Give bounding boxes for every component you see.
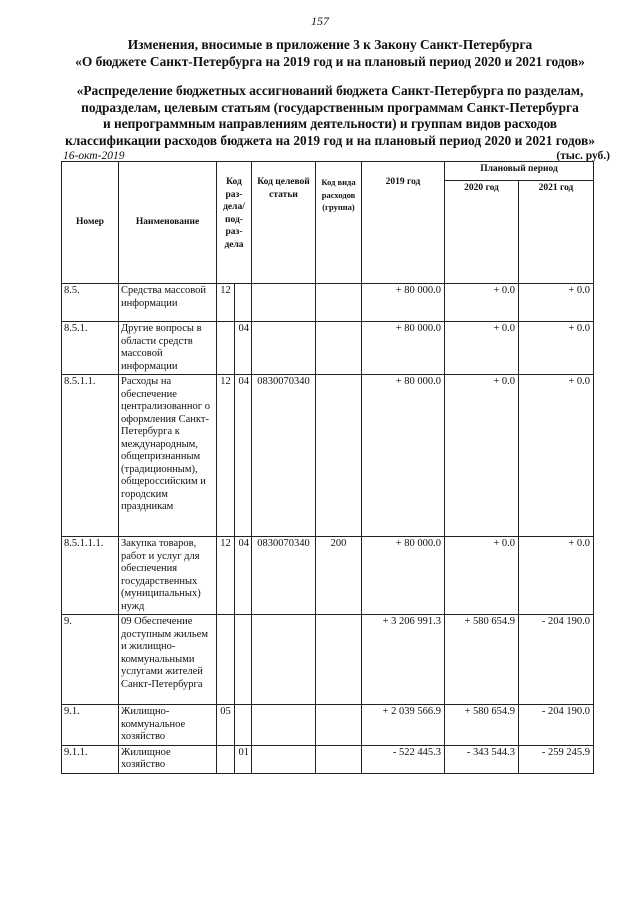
- row-expense-type: [316, 615, 362, 705]
- table-row: [62, 745, 594, 773]
- table-row: [62, 375, 594, 537]
- header-2019: 2019 год: [362, 162, 445, 284]
- row-razdel: [217, 615, 235, 705]
- row-podrazdel: [235, 284, 252, 322]
- row-podrazdel: 04: [235, 537, 252, 615]
- row-2020: + 580 654.9: [445, 615, 519, 705]
- table-row: [62, 615, 594, 705]
- row-target: [252, 284, 316, 322]
- header-section-code: Код раз-дела/ под-раз-дела: [217, 162, 252, 284]
- document-subtitle: [60, 83, 600, 149]
- title-line-2: «О бюджете Санкт-Петербурга на 2019 год и на плановый период 2020 и 2021 годов»: [75, 54, 585, 69]
- row-number: 8.5.: [62, 284, 119, 322]
- row-expense-type: [316, 322, 362, 375]
- page-number: 157: [311, 14, 329, 28]
- row-target: 0830070340: [252, 537, 316, 615]
- row-name: Средства массовой информации: [119, 284, 217, 322]
- row-number: 9.1.: [62, 705, 119, 746]
- title-line-1: Изменения, вносимые в приложение 3 к Закону Санкт-Петербурга: [127, 37, 533, 52]
- row-number: 9.: [62, 615, 119, 705]
- subtitle-line-4: классификации расходов бюджета на 2019 год и на плановый период 2020 и 2021 годов»: [65, 132, 595, 148]
- budget-table: [61, 161, 594, 774]
- document-date: 16-окт-2019: [63, 150, 125, 162]
- row-name: 09 Обеспечение доступным жильем и жилищно-коммунальными услугами жителей Санкт-Петербурга: [119, 615, 217, 705]
- row-2020: + 0.0: [445, 322, 519, 375]
- row-2021: - 259 245.9: [519, 745, 594, 773]
- row-2021: - 204 190.0: [519, 705, 594, 746]
- row-target: 0830070340: [252, 375, 316, 537]
- row-razdel: 05: [217, 705, 235, 746]
- header-name: Наименование: [119, 162, 217, 284]
- row-name: Закупка товаров, работ и услуг для обеспечения государственных (муниципальных) нужд: [119, 537, 217, 615]
- row-2021: + 0.0: [519, 284, 594, 322]
- subtitle-line-3: и непрограммным направлениям деятельности) и группам видов расходов: [102, 116, 558, 131]
- row-name: Расходы на обеспечение централизованног о оформления Санкт-Петербурга к международным, общепризнанным (традиционным), общероссийским и городским праздникам: [119, 375, 217, 537]
- row-razdel: [217, 322, 235, 375]
- row-razdel: 12: [217, 284, 235, 322]
- subtitle-line-2: подразделам, целевым статьям (государственным программам Санкт-Петербурга: [81, 99, 579, 115]
- document-title: [60, 36, 600, 70]
- row-name: Жилищно-коммунальное хозяйство: [119, 705, 217, 746]
- row-2020: + 0.0: [445, 537, 519, 615]
- row-target: [252, 615, 316, 705]
- row-2019: + 3 206 991.3: [362, 615, 445, 705]
- row-podrazdel: 01: [235, 745, 252, 773]
- row-2021: - 204 190.0: [519, 615, 594, 705]
- row-2021: + 0.0: [519, 375, 594, 537]
- row-podrazdel: [235, 705, 252, 746]
- row-target: [252, 705, 316, 746]
- subtitle-line-1: «Распределение бюджетных ассигнований бюджета Санкт-Петербурга по разделам,: [76, 83, 584, 98]
- row-razdel: [217, 745, 235, 773]
- row-target: [252, 745, 316, 773]
- row-expense-type: [316, 745, 362, 773]
- header-2021: 2021 год: [519, 181, 594, 284]
- row-number: 8.5.1.1.1.: [62, 537, 119, 615]
- row-expense-type: [316, 705, 362, 746]
- row-number: 8.5.1.: [62, 322, 119, 375]
- row-2020: + 580 654.9: [445, 705, 519, 746]
- row-number: 8.5.1.1.: [62, 375, 119, 537]
- header-2020: 2020 год: [445, 181, 519, 284]
- row-2019: + 80 000.0: [362, 537, 445, 615]
- row-number: 9.1.1.: [62, 745, 119, 773]
- row-2021: + 0.0: [519, 322, 594, 375]
- row-2019: - 522 445.3: [362, 745, 445, 773]
- row-2021: + 0.0: [519, 537, 594, 615]
- row-expense-type: [316, 375, 362, 537]
- row-2019: + 80 000.0: [362, 284, 445, 322]
- row-podrazdel: 04: [235, 322, 252, 375]
- row-podrazdel: [235, 615, 252, 705]
- table-row: [62, 322, 594, 375]
- header-expense-type: Код вида расходов (группа): [316, 162, 362, 284]
- row-2019: + 80 000.0: [362, 375, 445, 537]
- row-name: Другие вопросы в области средств массовой информации: [119, 322, 217, 375]
- row-name: Жилищное хозяйство: [119, 745, 217, 773]
- table-row: [62, 537, 594, 615]
- units-label: (тыс. руб.): [556, 150, 610, 162]
- row-podrazdel: 04: [235, 375, 252, 537]
- row-razdel: 12: [217, 537, 235, 615]
- row-expense-type: [316, 284, 362, 322]
- row-2019: + 80 000.0: [362, 322, 445, 375]
- header-number: Номер: [62, 162, 119, 284]
- table-row: [62, 705, 594, 746]
- row-2020: + 0.0: [445, 375, 519, 537]
- row-target: [252, 322, 316, 375]
- table-row: [62, 284, 594, 322]
- row-expense-type: 200: [316, 537, 362, 615]
- row-2020: - 343 544.3: [445, 745, 519, 773]
- header-planned-period: Плановый период: [445, 162, 594, 181]
- row-razdel: 12: [217, 375, 235, 537]
- row-2020: + 0.0: [445, 284, 519, 322]
- row-2019: + 2 039 566.9: [362, 705, 445, 746]
- header-target-code: Код целевой статьи: [252, 162, 316, 284]
